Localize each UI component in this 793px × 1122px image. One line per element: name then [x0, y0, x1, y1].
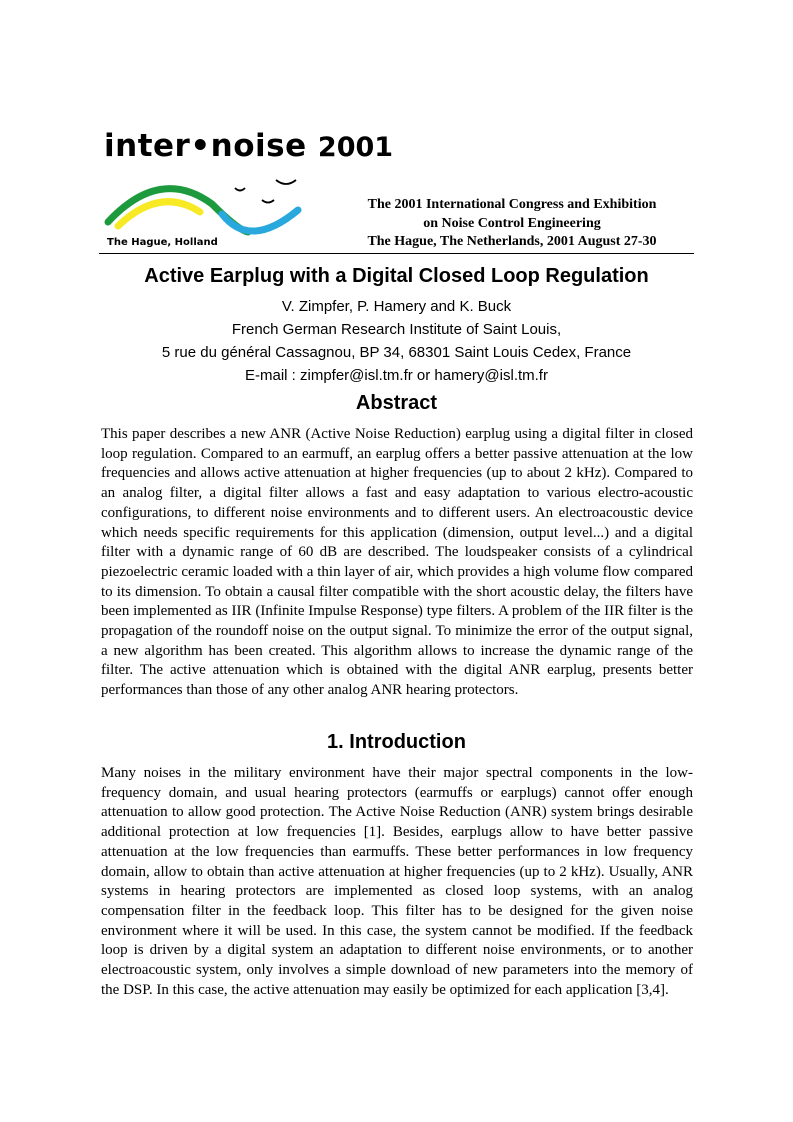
- logo-smile-mark-2: [276, 180, 296, 184]
- congress-info: [336, 196, 688, 252]
- paper-affiliation: French German Research Institute of Saint Louis,: [231, 321, 562, 338]
- abstract-text: This paper describes a new ANR (Active Noise Reduction) earplug using a digital filter in closed loop regulation. Compared to an earmuff, an earplug offers a better passive attenuation at the low frequencies and allows active attenuation at higher frequencies (up to about 2 kHz). Compared to an analog filter, a digital filter allows a fast and easy adaptation to various electro-acoustic configurations, to different noise environments and to different users. An electroacoustic device which needs specific requirements for this application (dimension, output level...) and a digital filter with a dynamic range of 60 dB are described. The loudspeaker consists of a cylindrical piezoelectric ceramic loaded with a thin layer of air, which provides a high volume flow compared to its dimension. To obtain a causal filter compatible with the short acoustic delay, the filters have been implemented as IIR (Infinite Impulse Response) type filters. A problem of the IIR filter is the propagation of the roundoff noise on the output signal. To minimize the error of the output signal, a new algorithm has been created. This algorithm allows to increase the dynamic range of the filter. The active attenuation which is obtained with the digital ANR earplug, presents better performances than those of any other analog ANR hearing protectors.: [101, 426, 693, 699]
- congress-line-2: on Noise Control Engineering: [423, 215, 601, 231]
- logo-title-text: inter•noise: [104, 128, 307, 164]
- congress-line-3: The Hague, The Netherlands, 2001 August 27-30: [367, 234, 657, 249]
- introduction-heading: 1. Introduction: [327, 731, 466, 753]
- introduction-text: Many noises in the military environment have their major spectral components in the low-frequency domain, and usual hearing protectors (earmuffs or earplugs) cannot offer enough attenuation to allow good protection. The Active Noise Reduction (ANR) system brings desirable additional protection at low frequencies [1]. Besides, earplugs allow to have better passive attenuation at the low frequencies than earmuffs. These better performances in low frequency domain, allow to obtain than active attenuation at higher frequencies (up to 2 kHz). Usually, ANR systems in hearing protectors are implemented as closed loop systems, with an analog compensation filter in the feedback loop. This filter has to be designed for the given noise environment where it will be used. In this case, the system cannot be modified. If the feedback loop is driven by a digital system an adaptation to different noise environments, or to another electroacoustic system, only involves a simple download of new parameters into the memory of the DSP. In this case, the active attenuation may easily be optimized for each application [3,4].: [101, 765, 693, 998]
- logo-city: The Hague, Holland: [107, 237, 218, 248]
- paper-authors: V. Zimpfer, P. Hamery and K. Buck: [281, 298, 512, 315]
- header-divider: [99, 253, 694, 254]
- abstract-heading: Abstract: [355, 392, 438, 414]
- conference-logo-title: [104, 128, 393, 166]
- logo-smile-mark-1: [235, 188, 245, 191]
- logo-green-arc: [108, 189, 248, 232]
- paper-address: 5 rue du général Cassagnou, BP 34, 68301 Saint Louis Cedex, France: [161, 344, 632, 361]
- paper-title: Active Earplug with a Digital Closed Loop Regulation: [144, 265, 649, 287]
- logo-smile-mark-3: [262, 200, 274, 203]
- paper-email: E-mail : zimpfer@isl.tm.fr or hamery@isl.tm.fr: [245, 367, 548, 384]
- logo-year: 2001: [317, 132, 394, 163]
- congress-line-1: The 2001 International Congress and Exhibition: [367, 197, 657, 212]
